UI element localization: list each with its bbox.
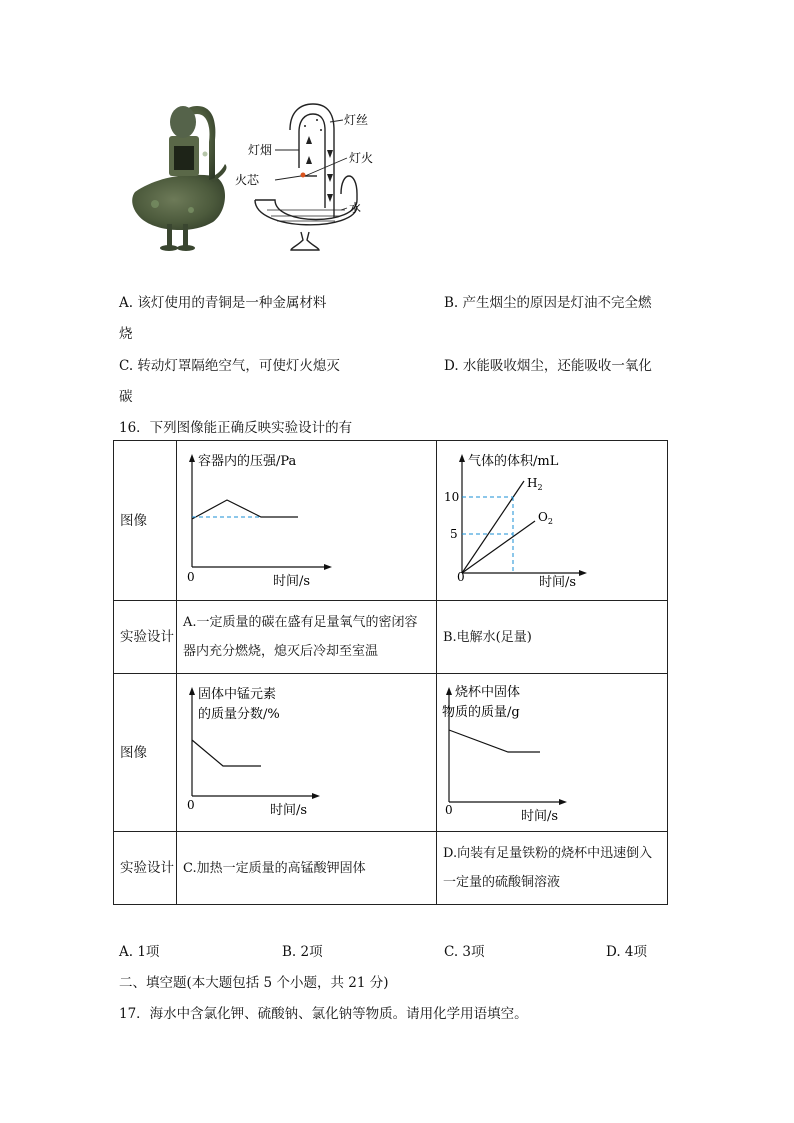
q16-answer-c: C. 3项 xyxy=(444,944,485,960)
graph-b-origin: 0 xyxy=(457,570,465,584)
label-wick-wire: 灯丝 xyxy=(344,113,369,127)
graph-b-ylabel: 气体的体积/mL xyxy=(468,454,559,469)
graph-b-h2-line xyxy=(462,481,524,573)
graph-d-origin: 0 xyxy=(445,803,453,817)
graph-d-ylabel-1: 烧杯中固体 xyxy=(455,685,521,700)
design-b: B.电解水(足量) xyxy=(437,601,668,674)
q15-option-a: A. 该灯使用的青铜是一种金属材料 xyxy=(119,295,327,311)
graph-c-origin: 0 xyxy=(187,798,195,812)
q15-option-b-cont: 烧 xyxy=(119,326,133,342)
graph-c-cell xyxy=(177,674,437,832)
q16-table xyxy=(113,440,668,905)
q16-answer-d: D. 4项 xyxy=(606,944,648,960)
graph-a-cell xyxy=(177,441,437,601)
graph-b-cell xyxy=(437,441,668,601)
graph-c-ylabel-1: 固体中锰元素 xyxy=(198,687,277,702)
flame-icon xyxy=(301,173,306,178)
design-d: D.向装有足量铁粉的烧杯中迅速倒入一定量的硫酸铜溶液 xyxy=(437,832,668,905)
graph-c-xlabel: 时间/s xyxy=(270,803,308,818)
q15-option-b: B. 产生烟尘的原因是灯油不完全燃 xyxy=(444,295,652,311)
graph-b xyxy=(437,441,667,596)
label-water: 水 xyxy=(349,201,362,215)
graph-d-xlabel: 时间/s xyxy=(521,809,559,824)
design-a: A.一定质量的碳在盛有足量氧气的密闭容器内充分燃烧，熄灭后冷却至室温 xyxy=(177,601,437,674)
graph-a-xlabel: 时间/s xyxy=(273,574,311,589)
row-label-image: 图像 xyxy=(114,441,177,601)
q16-answer-a: A. 1项 xyxy=(119,944,160,960)
design-c: C.加热一定质量的高锰酸钾固体 xyxy=(177,832,437,905)
graph-a-ylabel: 容器内的压强/Pa xyxy=(198,454,297,469)
row-label-design: 实验设计 xyxy=(114,601,177,674)
label-chimney: 灯烟 xyxy=(248,143,273,157)
graph-b-h2-label: $H_2$ xyxy=(527,476,543,492)
graph-b-o2-line xyxy=(462,521,535,573)
graph-c-curve xyxy=(192,740,261,766)
section-2-heading: 二、填空题(本大题包括 5 个小题，共 21 分) xyxy=(119,975,389,991)
lamp-schematic xyxy=(255,104,357,250)
graph-c xyxy=(177,674,436,827)
q17-stem: 17．海水中含氯化钾、硫酸钠、氯化钠等物质。请用化学用语填空。 xyxy=(119,1006,528,1022)
graph-a-curve xyxy=(192,500,298,519)
label-flame: 灯火 xyxy=(349,151,374,165)
goose-lamp-photo xyxy=(125,100,395,255)
q15-option-d: D. 水能吸收烟尘，还能吸收一氧化 xyxy=(444,358,652,374)
graph-b-o2-label: $O_2$ xyxy=(538,510,553,526)
q16-stem: 16．下列图像能正确反映实验设计的有 xyxy=(119,420,353,436)
q15-option-c: C. 转动灯罩隔绝空气，可使灯火熄灭 xyxy=(119,358,340,374)
row-label-image-2: 图像 xyxy=(114,674,177,832)
row-label-design-2: 实验设计 xyxy=(114,832,177,905)
q15-option-d-cont: 碳 xyxy=(119,389,133,405)
graph-a xyxy=(177,441,436,596)
graph-a-origin: 0 xyxy=(187,570,195,584)
lamp-figure xyxy=(125,100,395,255)
graph-b-tick-10: 10 xyxy=(444,490,460,504)
graph-d-ylabel-2: 物质的质量/g xyxy=(442,705,520,720)
graph-c-ylabel-2: 的质量分数/% xyxy=(198,707,280,722)
graph-b-tick-5: 5 xyxy=(450,527,458,541)
graph-d-curve xyxy=(449,730,540,752)
graph-d-cell xyxy=(437,674,668,832)
q16-answer-b: B. 2项 xyxy=(282,944,323,960)
label-wick: 火芯 xyxy=(235,173,260,187)
graph-b-xlabel: 时间/s xyxy=(539,575,577,590)
graph-d xyxy=(437,674,667,827)
